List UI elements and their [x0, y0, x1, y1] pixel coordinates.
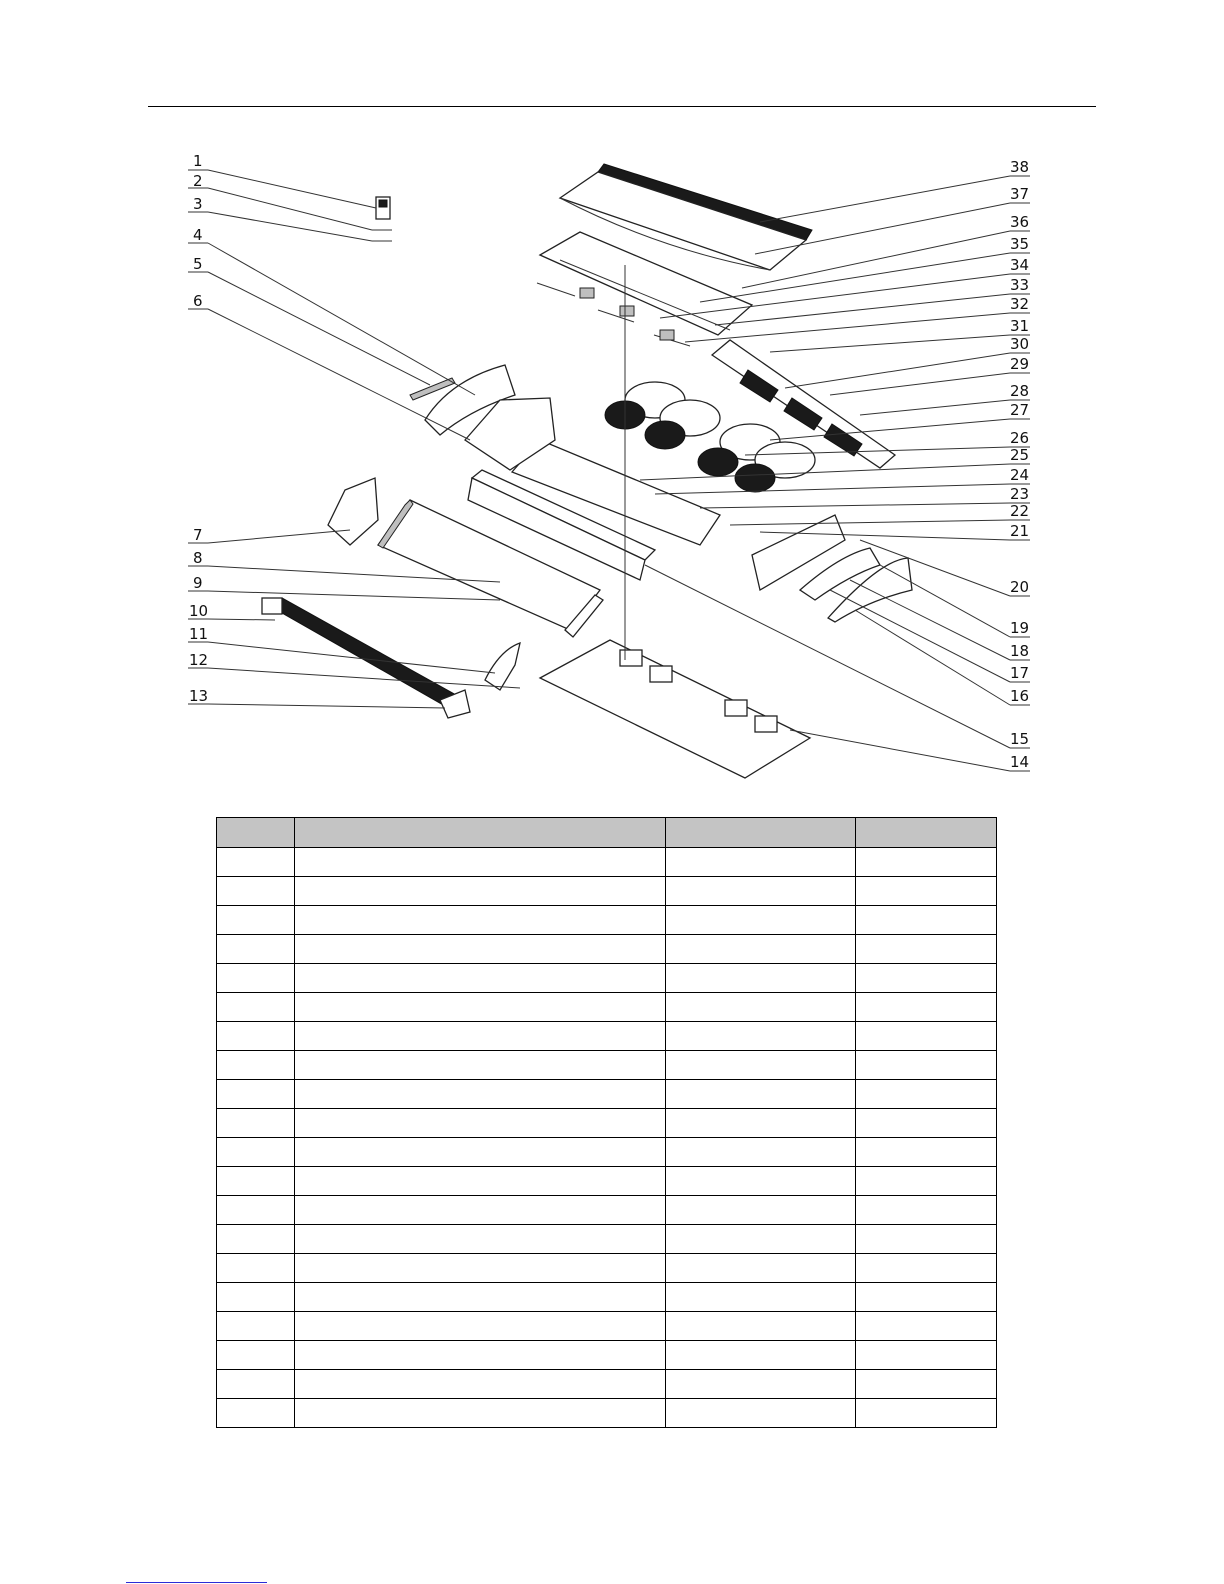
table-cell: [666, 1167, 856, 1196]
parts-table-body: [217, 848, 997, 1428]
remote-controller-1: [372, 197, 392, 241]
table-cell: [666, 1196, 856, 1225]
table-row: [217, 1080, 997, 1109]
table-cell: [666, 1370, 856, 1399]
callout-34: 34: [1010, 256, 1030, 274]
table-row: [217, 906, 997, 935]
callout-25: 25: [1010, 446, 1030, 464]
table-row: [217, 1399, 997, 1428]
table-cell: [666, 906, 856, 935]
callout-27: 27: [1010, 401, 1030, 419]
table-row: [217, 877, 997, 906]
table-cell: [666, 1283, 856, 1312]
table-cell: [217, 1254, 295, 1283]
callout-11: 11: [189, 625, 209, 643]
table-cell: [217, 1022, 295, 1051]
table-row: [217, 1051, 997, 1080]
table-cell: [295, 1109, 666, 1138]
table-cell: [295, 1167, 666, 1196]
table-cell: [295, 1225, 666, 1254]
table-cell: [666, 848, 856, 877]
table-cell: [856, 906, 997, 935]
table-cell: [217, 1341, 295, 1370]
table-cell: [217, 1283, 295, 1312]
table-cell: [666, 1022, 856, 1051]
table-cell: [666, 1312, 856, 1341]
header-cell-no: [217, 818, 295, 848]
table-cell: [856, 1225, 997, 1254]
table-cell: [217, 1370, 295, 1399]
callout-30: 30: [1010, 335, 1030, 353]
table-cell: [666, 964, 856, 993]
side-bracket-7: [328, 478, 378, 545]
table-cell: [295, 1370, 666, 1399]
table-row: [217, 1370, 997, 1399]
table-cell: [295, 1341, 666, 1370]
table-cell: [856, 1022, 997, 1051]
table-cell: [217, 877, 295, 906]
drain-pan-end-11: [485, 643, 520, 690]
table-row: [217, 1022, 997, 1051]
table-cell: [295, 993, 666, 1022]
table-cell: [295, 877, 666, 906]
table-row: [217, 993, 997, 1022]
table-cell: [295, 1312, 666, 1341]
table-cell: [217, 1109, 295, 1138]
left-callouts: [189, 152, 208, 705]
callout-20: 20: [1010, 578, 1030, 596]
side-cover-right-20: [752, 515, 912, 622]
callout-18: 18: [1010, 642, 1030, 660]
table-cell: [666, 1341, 856, 1370]
callout-14: 14: [1010, 753, 1030, 771]
table-cell: [666, 1138, 856, 1167]
callout-22: 22: [1010, 502, 1030, 520]
callout-13: 13: [189, 687, 209, 705]
table-cell: [856, 1080, 997, 1109]
table-cell: [295, 1022, 666, 1051]
table-row: [217, 1312, 997, 1341]
callout-35: 35: [1010, 235, 1030, 253]
callout-21: 21: [1010, 522, 1030, 540]
table-cell: [666, 1399, 856, 1428]
table-cell: [217, 1138, 295, 1167]
table-cell: [856, 1138, 997, 1167]
table-cell: [666, 935, 856, 964]
table-row: [217, 1138, 997, 1167]
table-cell: [295, 906, 666, 935]
callout-24: 24: [1010, 466, 1030, 484]
table-row: [217, 848, 997, 877]
callout-31: 31: [1010, 317, 1030, 335]
table-cell: [217, 1225, 295, 1254]
table-cell: [295, 1254, 666, 1283]
table-row: [217, 964, 997, 993]
callout-23: 23: [1010, 485, 1030, 503]
callout-4: 4: [193, 226, 203, 244]
parts-table-header: [217, 818, 997, 848]
callout-38: 38: [1010, 158, 1030, 176]
table-cell: [217, 906, 295, 935]
table-cell: [295, 1080, 666, 1109]
callout-6: 6: [193, 292, 203, 310]
table-row: [217, 1341, 997, 1370]
table-cell: [217, 1051, 295, 1080]
table-cell: [666, 1051, 856, 1080]
parts-table: [216, 817, 997, 1428]
table-cell: [856, 1399, 997, 1428]
table-cell: [856, 1196, 997, 1225]
table-cell: [666, 877, 856, 906]
table-row: [217, 1254, 997, 1283]
callout-10: 10: [189, 602, 209, 620]
table-cell: [856, 877, 997, 906]
table-cell: [856, 1254, 997, 1283]
callout-12: 12: [189, 651, 209, 669]
callout-15: 15: [1010, 730, 1030, 748]
table-cell: [295, 1283, 666, 1312]
table-cell: [856, 1167, 997, 1196]
table-cell: [856, 1109, 997, 1138]
base-plate-14: [540, 640, 810, 778]
header-cell-description: [295, 818, 666, 848]
table-cell: [666, 1225, 856, 1254]
table-cell: [856, 964, 997, 993]
table-cell: [217, 1080, 295, 1109]
table-cell: [856, 935, 997, 964]
callout-7: 7: [193, 526, 203, 544]
table-cell: [217, 848, 295, 877]
callout-19: 19: [1010, 619, 1030, 637]
table-cell: [856, 1341, 997, 1370]
callout-17: 17: [1010, 664, 1030, 682]
table-cell: [217, 1167, 295, 1196]
table-row: [217, 1109, 997, 1138]
table-cell: [295, 935, 666, 964]
callout-3: 3: [193, 195, 203, 213]
table-cell: [295, 964, 666, 993]
callout-5: 5: [193, 255, 203, 273]
table-row: [217, 1283, 997, 1312]
table-cell: [217, 1399, 295, 1428]
callout-28: 28: [1010, 382, 1030, 400]
table-cell: [217, 964, 295, 993]
table-cell: [295, 1051, 666, 1080]
table-cell: [856, 1370, 997, 1399]
footer-link-underline[interactable]: [126, 1582, 267, 1583]
callout-32: 32: [1010, 295, 1030, 313]
callout-36: 36: [1010, 213, 1030, 231]
table-row: [217, 1225, 997, 1254]
table-row: [217, 1167, 997, 1196]
table-row: [217, 935, 997, 964]
table-cell: [295, 1196, 666, 1225]
table-cell: [217, 993, 295, 1022]
callout-8: 8: [193, 549, 203, 567]
callout-9: 9: [193, 574, 203, 592]
callout-1: 1: [193, 152, 203, 170]
table-cell: [856, 993, 997, 1022]
callout-26: 26: [1010, 429, 1030, 447]
callout-16: 16: [1010, 687, 1030, 705]
callout-29: 29: [1010, 355, 1030, 373]
callout-2: 2: [193, 172, 203, 190]
header-cell-quantity: [856, 818, 997, 848]
table-cell: [295, 1399, 666, 1428]
callout-33: 33: [1010, 276, 1030, 294]
table-cell: [666, 1254, 856, 1283]
callout-37: 37: [1010, 185, 1030, 203]
table-cell: [666, 1109, 856, 1138]
header-cell-part-code: [666, 818, 856, 848]
table-cell: [217, 935, 295, 964]
table-cell: [295, 848, 666, 877]
table-cell: [666, 1080, 856, 1109]
filter-10: [262, 598, 470, 718]
table-cell: [856, 1283, 997, 1312]
table-cell: [856, 848, 997, 877]
table-row: [217, 1196, 997, 1225]
table-cell: [856, 1312, 997, 1341]
table-cell: [856, 1051, 997, 1080]
table-cell: [217, 1312, 295, 1341]
table-cell: [217, 1196, 295, 1225]
table-cell: [295, 1138, 666, 1167]
table-cell: [666, 993, 856, 1022]
